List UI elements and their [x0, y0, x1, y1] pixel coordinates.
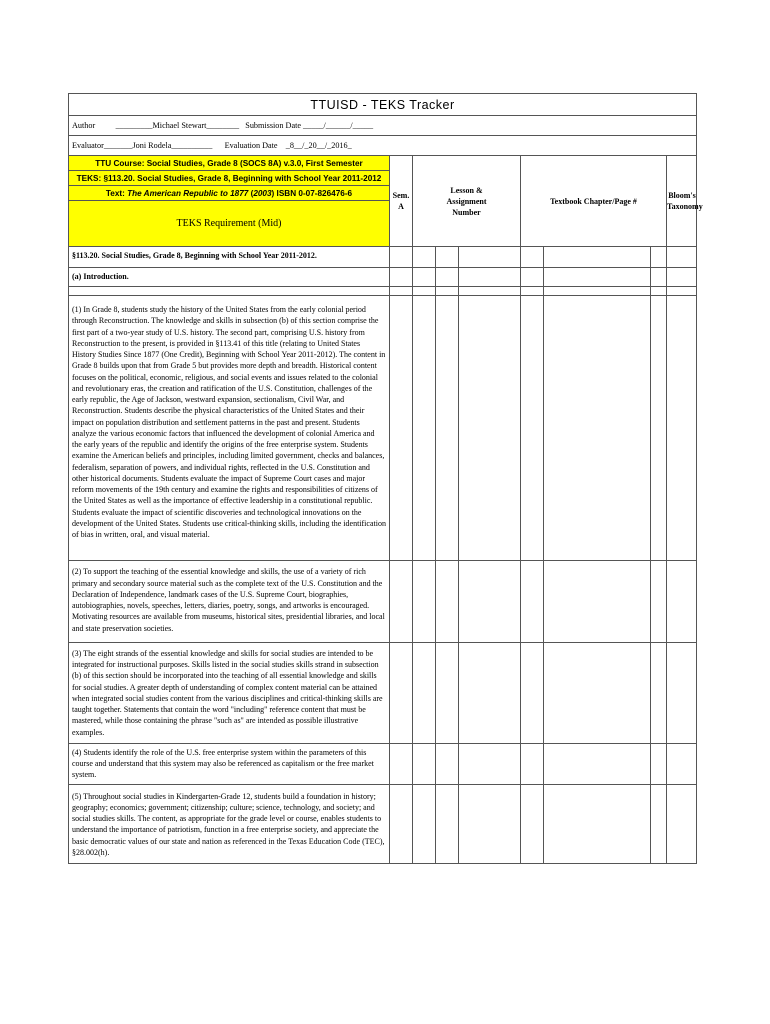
textbook-cell-c[interactable] — [651, 561, 667, 643]
textbook-cell[interactable] — [521, 268, 544, 287]
textbook-cell[interactable] — [521, 561, 544, 643]
textbook-cell-c[interactable] — [651, 642, 667, 743]
textbook-line: Text: The American Republic to 1877 (2003) ISBN 0-07-826476-6 — [69, 186, 390, 201]
sem-cell[interactable] — [390, 268, 413, 287]
textbook-cell-c[interactable] — [651, 247, 667, 268]
lesson-cell[interactable] — [413, 268, 436, 287]
teks-requirement-header: TEKS Requirement (Mid) — [69, 201, 390, 247]
textbook-cell[interactable] — [521, 784, 544, 864]
lesson-cell[interactable] — [413, 296, 436, 561]
lesson-cell-c[interactable] — [459, 247, 521, 268]
lesson-cell[interactable] — [413, 784, 436, 864]
table-row — [69, 296, 697, 561]
blooms-cell[interactable] — [667, 247, 697, 268]
textbook-cell-b[interactable] — [544, 743, 651, 784]
lesson-cell-b[interactable] — [436, 296, 459, 561]
sem-cell[interactable] — [390, 642, 413, 743]
requirement-text: §113.20. Social Studies, Grade 8, Beginning with School Year 2011-2012. — [69, 247, 390, 268]
table-row — [69, 247, 697, 268]
blooms-cell[interactable] — [667, 296, 697, 561]
sem-cell[interactable] — [390, 247, 413, 268]
lesson-cell-b[interactable] — [436, 247, 459, 268]
textbook-header: Textbook Chapter/Page # — [521, 156, 667, 247]
textbook-cell[interactable] — [521, 642, 544, 743]
spacer-row — [69, 287, 697, 296]
sem-header: Sem. A — [390, 156, 413, 247]
table-row — [69, 268, 697, 287]
teks-table — [68, 93, 703, 864]
evaluator-line-end — [459, 136, 697, 156]
lesson-cell-b[interactable] — [436, 642, 459, 743]
textbook-cell-c[interactable] — [651, 743, 667, 784]
teks-standard-line: TEKS: §113.20. Social Studies, Grade 8, Beginning with School Year 2011-2012 — [69, 171, 390, 186]
sem-cell[interactable] — [390, 561, 413, 643]
table-row — [69, 784, 697, 864]
table-row — [69, 642, 697, 743]
lesson-cell[interactable] — [413, 743, 436, 784]
lesson-cell[interactable] — [413, 561, 436, 643]
blooms-cell[interactable] — [667, 743, 697, 784]
requirement-text: (1) In Grade 8, students study the history of the United States from the early colonial period through Reconstruction. The knowledge and skills in subsection (b) of this section comprise the first part of a two-year study of U.S. history. The second part, comprising U.S. history from Reconstruction to the present, is provided in §113.41 of this title (relating to United States History Studies Since 1877 (One Credit), Beginning with School Year 2011-2012). The content in Grade 8 builds upon that from Grade 5 but provides more depth and breadth. Historical content focuses on the political, economic, religious, and social events and issues related to the colonial and revolutionary eras, the creation and ratification of the U.S. Constitution, challenges of the early republic, the Age of Jackson, westward expansion, sectionalism, Civil War, and Reconstruction. Students describe the physical characteristics of the United States and their impact on population distribution and settlement patterns in the past and present. Students analyze the various economic factors that influenced the development of colonial America and the early years of the republic and identify the origins of the free enterprise system. Students examine the American beliefs and principles, including limited government, checks and balances, federalism, separation of powers, and individual rights, reflected in the U.S. Constitution and other historical documents. Students evaluate the impact of Supreme Court cases and major reform movements of the 19th century and examine the rights and responsibilities of citizens of the United States as well as the importance of effective leadership in a constitutional republic. Students evaluate the impact of scientific discoveries and technological innovations on the development of the United States. Students use critical-thinking skills, including the identification of bias in written, oral, and visual material. — [69, 296, 390, 561]
lesson-cell-b[interactable] — [436, 743, 459, 784]
lesson-header: Lesson & Assignment Number — [413, 156, 521, 247]
requirement-text: (2) To support the teaching of the essential knowledge and skills, the use of a variety of rich primary and secondary source material such as the complete text of the U.S. Constitution and the Declaration of Independence, landmark cases of the U.S. Supreme Court, biographies, autobiographies, novels, speeches, letters, diaries, poetry, songs, and artworks is encouraged. Motivating resources are available from museums, historical sites, presidential libraries, and local and state preservation societies. — [69, 561, 390, 643]
textbook-cell-c[interactable] — [651, 268, 667, 287]
textbook-cell-b[interactable] — [544, 296, 651, 561]
lesson-cell-c[interactable] — [459, 784, 521, 864]
textbook-year: 2003 — [253, 188, 272, 198]
teks-tracker-sheet — [68, 93, 703, 864]
requirement-text: (5) Throughout social studies in Kindergarten-Grade 12, students build a foundation in history; geography; economics; government; citizenship; culture; science, technology, and society; and social studies skills. The content, as appropriate for the grade level or course, enables students to understand the importance of patriotism, function in a free enterprise society, and appreciate the basic democratic values of our state and nation as referenced in the Texas Education Code (TEC), §28.002(h). — [69, 784, 390, 864]
lesson-cell-c[interactable] — [459, 743, 521, 784]
blooms-cell[interactable] — [667, 642, 697, 743]
textbook-cell-c[interactable] — [651, 296, 667, 561]
lesson-cell[interactable] — [413, 642, 436, 743]
course-title: TTU Course: Social Studies, Grade 8 (SOCS 8A) v.3.0, First Semester — [95, 158, 363, 168]
lesson-cell-c[interactable] — [459, 642, 521, 743]
blooms-cell[interactable] — [667, 561, 697, 643]
lesson-cell-c[interactable] — [459, 296, 521, 561]
blooms-header: Bloom's Taxonomy — [667, 156, 697, 247]
textbook-cell[interactable] — [521, 247, 544, 268]
textbook-cell-b[interactable] — [544, 561, 651, 643]
sem-cell[interactable] — [390, 296, 413, 561]
sem-cell[interactable] — [390, 784, 413, 864]
textbook-cell-c[interactable] — [651, 784, 667, 864]
requirement-text: (a) Introduction. — [69, 268, 390, 287]
lesson-cell-c[interactable] — [459, 561, 521, 643]
lesson-cell-c[interactable] — [459, 268, 521, 287]
lesson-cell[interactable] — [413, 247, 436, 268]
author-line: Author _________Michael Stewart________ Submission Date _____/______/_____ — [69, 116, 697, 136]
textbook-title: The American Republic to 1877 — [127, 188, 249, 198]
textbook-cell-b[interactable] — [544, 268, 651, 287]
course-line — [69, 156, 390, 171]
textbook-cell[interactable] — [521, 743, 544, 784]
textbook-cell[interactable] — [521, 296, 544, 561]
blooms-cell[interactable] — [667, 784, 697, 864]
textbook-cell-b[interactable] — [544, 784, 651, 864]
requirement-text: (4) Students identify the role of the U.S. free enterprise system within the parameters of this course and understand that this system may also be referenced as capitalism or the free market system. — [69, 743, 390, 784]
lesson-cell-b[interactable] — [436, 268, 459, 287]
table-row — [69, 743, 697, 784]
evaluator-line: Evaluator_______Joni Rodela__________ Evaluation Date _8__/_20__/_2016_ — [69, 136, 459, 156]
sem-cell[interactable] — [390, 743, 413, 784]
textbook-cell-b[interactable] — [544, 642, 651, 743]
textbook-cell-b[interactable] — [544, 247, 651, 268]
blooms-cell[interactable] — [667, 268, 697, 287]
lesson-cell-b[interactable] — [436, 784, 459, 864]
table-row — [69, 561, 697, 643]
requirement-text: (3) The eight strands of the essential knowledge and skills for social studies are intended to be integrated for instructional purposes. Skills listed in the social studies skills strand in subsection (b) of this section should be incorporated into the teaching of all essential knowledge and skills for social studies. A greater depth of understanding of complex content material can be attained when integrated social studies content from the various disciplines and critical-thinking skills are taught together. Statements that contain the word "including" reference content that must be mastered, while those containing the phrase "such as" are intended as possible illustrative examples. — [69, 642, 390, 743]
lesson-cell-b[interactable] — [436, 561, 459, 643]
page-title: TTUISD - TEKS Tracker — [69, 94, 697, 116]
